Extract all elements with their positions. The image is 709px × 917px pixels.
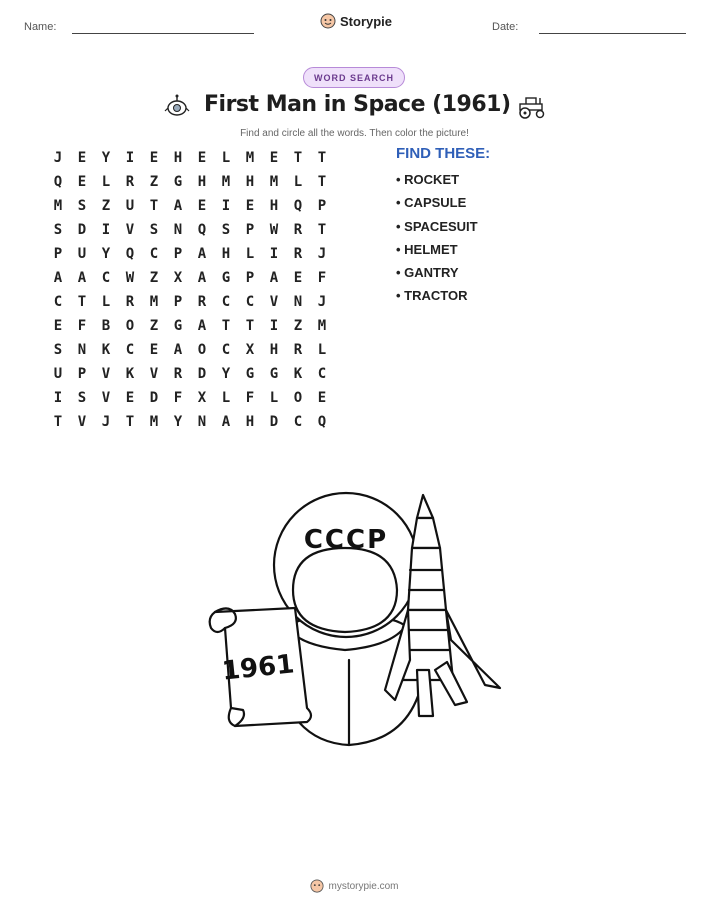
grid-letter: S (53, 342, 63, 358)
grid-letter: N (293, 294, 303, 310)
instructions: Find and circle all the words. Then color the picture! (240, 128, 469, 139)
grid-letter: E (77, 150, 87, 166)
grid-letter: T (149, 198, 159, 214)
grid-letter: L (221, 390, 231, 406)
grid-letter: G (245, 366, 255, 382)
grid-letter: E (53, 318, 63, 334)
grid-row (46, 339, 334, 363)
word-search-badge: WORD SEARCH (303, 67, 405, 88)
grid-letter: F (173, 390, 183, 406)
grid-letter: M (149, 414, 159, 430)
grid-letter: K (293, 366, 303, 382)
grid-letter: Q (197, 222, 207, 238)
grid-letter: F (317, 270, 327, 286)
scroll-text: 1961 (220, 649, 296, 687)
grid-letter: T (245, 318, 255, 334)
grid-letter: V (125, 222, 135, 238)
grid-letter: O (125, 318, 135, 334)
grid-letter: W (125, 270, 135, 286)
grid-letter: X (245, 342, 255, 358)
grid-letter: T (125, 414, 135, 430)
grid-letter: M (269, 174, 279, 190)
grid-letter: H (173, 150, 183, 166)
grid-row (46, 387, 334, 411)
grid-letter: F (77, 318, 87, 334)
page-title: First Man in Space (1961) (204, 92, 511, 117)
grid-letter: J (317, 294, 327, 310)
grid-letter: N (197, 414, 207, 430)
grid-letter: R (173, 366, 183, 382)
grid-letter: S (221, 222, 231, 238)
grid-letter: E (293, 270, 303, 286)
footer (0, 879, 709, 893)
grid-letter: H (269, 342, 279, 358)
storypie-logo-icon (320, 13, 336, 29)
grid-letter: L (221, 150, 231, 166)
grid-letter: Z (149, 270, 159, 286)
grid-letter: X (173, 270, 183, 286)
grid-letter: T (53, 414, 63, 430)
grid-row (46, 411, 334, 435)
grid-letter: N (77, 342, 87, 358)
grid-letter: C (125, 342, 135, 358)
grid-letter: O (293, 390, 303, 406)
grid-letter: Q (125, 246, 135, 262)
grid-letter: S (77, 198, 87, 214)
grid-letter: H (221, 246, 231, 262)
grid-letter: H (197, 174, 207, 190)
grid-letter: A (173, 198, 183, 214)
grid-row (46, 219, 334, 243)
grid-letter: R (293, 246, 303, 262)
grid-letter: I (125, 150, 135, 166)
grid-letter: P (173, 246, 183, 262)
grid-letter: A (221, 414, 231, 430)
grid-letter: L (269, 390, 279, 406)
grid-letter: A (77, 270, 87, 286)
grid-letter: Z (293, 318, 303, 334)
grid-row (46, 267, 334, 291)
grid-letter: A (53, 270, 63, 286)
grid-letter: Z (149, 318, 159, 334)
grid-letter: C (221, 342, 231, 358)
grid-letter: G (173, 318, 183, 334)
grid-letter: P (317, 198, 327, 214)
grid-letter: C (101, 270, 111, 286)
grid-letter: D (149, 390, 159, 406)
grid-letter: E (245, 198, 255, 214)
footer-url[interactable]: mystorypie.com (328, 880, 399, 892)
grid-letter: V (77, 414, 87, 430)
grid-letter: R (125, 294, 135, 310)
word-item: • ROCKET (396, 172, 460, 187)
word-item: • SPACESUIT (396, 218, 478, 234)
grid-letter: E (77, 174, 87, 190)
word-list (396, 172, 478, 312)
grid-letter: Z (101, 198, 111, 214)
grid-letter: J (317, 246, 327, 262)
word-item: • GANTRY (396, 265, 459, 281)
grid-letter: U (125, 198, 135, 214)
grid-letter: L (317, 342, 327, 358)
name-label: Name: (24, 21, 57, 33)
helmet-visor (293, 548, 397, 632)
grid-letter: Y (101, 246, 111, 262)
grid-row (46, 195, 334, 219)
grid-letter: V (101, 390, 111, 406)
grid-row (46, 243, 334, 267)
space-capsule-icon (164, 93, 190, 119)
brand (320, 13, 392, 29)
grid-letter: C (149, 246, 159, 262)
grid-letter: R (293, 342, 303, 358)
cosmonaut-illustration (195, 490, 515, 755)
storypie-logo-icon (310, 879, 324, 893)
grid-letter: E (149, 150, 159, 166)
grid-letter: M (245, 150, 255, 166)
grid-letter: D (77, 222, 87, 238)
grid-letter: Y (221, 366, 231, 382)
grid-letter: C (317, 366, 327, 382)
grid-letter: T (293, 150, 303, 166)
grid-letter: F (245, 390, 255, 406)
grid-letter: K (125, 366, 135, 382)
grid-letter: O (197, 342, 207, 358)
grid-letter: G (221, 270, 231, 286)
grid-letter: Y (173, 414, 183, 430)
grid-letter: T (317, 222, 327, 238)
grid-letter: M (53, 198, 63, 214)
grid-letter: L (245, 246, 255, 262)
grid-letter: Q (293, 198, 303, 214)
grid-letter: Q (317, 414, 327, 430)
grid-letter: L (101, 174, 111, 190)
grid-letter: Q (53, 174, 63, 190)
grid-letter: R (293, 222, 303, 238)
grid-row (46, 171, 334, 195)
grid-letter: D (269, 414, 279, 430)
grid-letter: P (245, 222, 255, 238)
grid-letter: M (317, 318, 327, 334)
grid-letter: C (245, 294, 255, 310)
grid-letter: V (269, 294, 279, 310)
grid-letter: L (293, 174, 303, 190)
grid-letter: P (173, 294, 183, 310)
grid-letter: H (245, 414, 255, 430)
word-item: • CAPSULE (396, 195, 467, 211)
grid-row (46, 291, 334, 315)
grid-letter: Z (149, 174, 159, 190)
grid-letter: M (221, 174, 231, 190)
word-item: • TRACTOR (396, 288, 468, 304)
grid-letter: E (317, 390, 327, 406)
letter-grid (46, 147, 334, 435)
grid-letter: V (149, 366, 159, 382)
grid-letter: T (77, 294, 87, 310)
title-row (0, 92, 709, 124)
grid-row (46, 147, 334, 171)
grid-letter: I (221, 198, 231, 214)
grid-letter: H (269, 198, 279, 214)
grid-letter: L (101, 294, 111, 310)
grid-letter: C (53, 294, 63, 310)
grid-letter: A (197, 318, 207, 334)
grid-letter: C (293, 414, 303, 430)
grid-letter: U (53, 366, 63, 382)
grid-letter: P (77, 366, 87, 382)
grid-letter: A (173, 342, 183, 358)
grid-letter: J (101, 414, 111, 430)
grid-row (46, 363, 334, 387)
grid-letter: R (125, 174, 135, 190)
grid-letter: P (245, 270, 255, 286)
grid-letter: I (101, 222, 111, 238)
grid-letter: T (317, 150, 327, 166)
grid-letter: E (125, 390, 135, 406)
word-item: • HELMET (396, 241, 458, 257)
grid-letter: G (173, 174, 183, 190)
grid-letter: N (173, 222, 183, 238)
name-line (72, 33, 254, 34)
grid-letter: S (149, 222, 159, 238)
grid-letter: S (53, 222, 63, 238)
grid-letter: T (221, 318, 231, 334)
grid-letter: B (101, 318, 111, 334)
find-these-heading: FIND THESE: (396, 145, 491, 162)
grid-letter: U (77, 246, 87, 262)
grid-letter: C (221, 294, 231, 310)
grid-letter: G (269, 366, 279, 382)
grid-letter: V (101, 366, 111, 382)
date-line (539, 33, 686, 34)
grid-letter: H (245, 174, 255, 190)
grid-letter: S (77, 390, 87, 406)
grid-letter: Y (101, 150, 111, 166)
grid-letter: P (53, 246, 63, 262)
grid-letter: W (269, 222, 279, 238)
tractor-icon (517, 93, 547, 119)
grid-letter: E (197, 198, 207, 214)
grid-letter: A (197, 270, 207, 286)
grid-letter: J (53, 150, 63, 166)
grid-letter: E (269, 150, 279, 166)
grid-letter: A (197, 246, 207, 262)
grid-letter: E (149, 342, 159, 358)
grid-letter: X (197, 390, 207, 406)
grid-letter: M (149, 294, 159, 310)
brand-name: Storypie (340, 13, 393, 29)
grid-letter: K (101, 342, 111, 358)
grid-letter: I (53, 390, 63, 406)
grid-letter: D (197, 366, 207, 382)
grid-letter: R (197, 294, 207, 310)
helmet-text: CCCP (303, 525, 389, 555)
grid-letter: A (269, 270, 279, 286)
grid-letter: E (197, 150, 207, 166)
grid-letter: I (269, 246, 279, 262)
date-label: Date: (492, 21, 519, 33)
grid-letter: T (317, 174, 327, 190)
grid-row (46, 315, 334, 339)
grid-letter: I (269, 318, 279, 334)
